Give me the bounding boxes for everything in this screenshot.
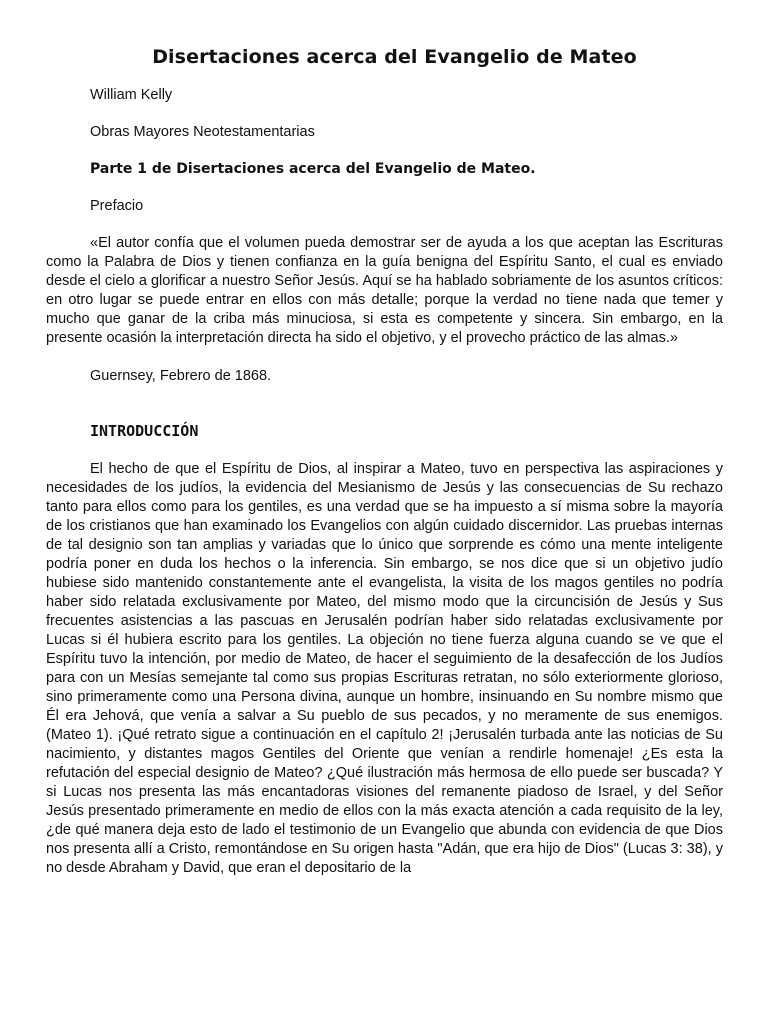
preface-label: Prefacio xyxy=(90,198,144,214)
preface-signature: Guernsey, Febrero de 1868. xyxy=(90,368,272,384)
document-title: Disertaciones acerca del Evangelio de Mateo xyxy=(152,46,637,68)
series-name: Obras Mayores Neotestamentarias xyxy=(90,124,315,140)
part-title: Parte 1 de Disertaciones acerca del Evangelio de Mateo. xyxy=(90,161,536,177)
introduction-heading: INTRODUCCIÓN xyxy=(90,422,199,440)
author-name: William Kelly xyxy=(90,87,173,103)
preface-paragraph: «El autor confía que el volumen pueda demostrar ser de ayuda a los que aceptan las Escrituras como la Palabra de Dios y tienen confianza en la guía benigna del Espíritu Santo, el cual es enviado desde el cielo a glorificar a nuestro Señor Jesús. Aquí se ha hablado sobriamente de los asuntos críticos: en otro lugar se puede entrar en ellos con más detalle; porque la verdad no tiene nada que temer y mucho que ganar de la criba más minuciosa, si esta es competente y sincera. Sin embargo, en la presente ocasión la interpretación directa ha sido el objetivo, y el provecho práctico de las almas.» xyxy=(46,235,723,346)
document-page xyxy=(46,46,723,897)
introduction-paragraph: El hecho de que el Espíritu de Dios, al inspirar a Mateo, tuvo en perspectiva las aspiraciones y necesidades de los judíos, la evidencia del Mesianismo de Jesús y las consecuencias de Su rechazo tanto para ellos como para los gentiles, es una verdad que se ha impuesto a sí misma sobre la mayoría de los cristianos que han examinado los Evangelios con algún cuidado discernidor. Las pruebas internas de tal designio son tan amplias y variadas que lo único que sorprende es cómo una mente inteligente podría poner en duda los hechos o la inferencia. Sin embargo, se nos dice que si un objetivo judío hubiese sido mantenido constantemente ante el evangelista, la visita de los magos gentiles no podría haber sido relatada exclusivamente por Mateo, del mismo modo que la circuncisión de Jesús y Sus frecuentes asistencias a las pascuas en Jerusalén podrían haber sido relatadas exclusivamente por Lucas si él hubiera escrito para los gentiles. La objeción no tiene fuerza alguna cuando se ve que el Espíritu tuvo la intención, por medio de Mateo, de hacer el seguimiento de la desafección de los Judíos para con un Mesías semejante tal como sus propias Escrituras retratan, no sólo exteriormente glorioso, sino primeramente como una Persona divina, aunque un hombre, insinuando en Su nombre mismo que Él era Jehová, que venía a salvar a Su pueblo de sus pecados, y no meramente de sus enemigos. (Mateo 1). ¡Qué retrato sigue a continuación en el capítulo 2! ¡Jerusalén turbada ante las noticias de Su nacimiento, y distantes magos Gentiles del Oriente que venían a rendirle homenaje! ¿Es esta la refutación del especial designio de Mateo? ¿Qué ilustración más hermosa de ello puede ser buscada? Y si Lucas nos presenta las más encantadoras visiones del remanente piadoso de Israel, y del Señor Jesús presentado primeramente en medio de ellos con la más exacta atención a cada requisito de la ley, ¿de qué manera deja esto de lado el testimonio de un Evangelio que abunda con evidencia de que Dios nos presenta allí a Cristo, remontándose en Su origen hasta "Adán, que era hijo de Dios" (Lucas 3: 38), y no desde Abraham y David, que eran el depositario de la xyxy=(46,461,723,876)
